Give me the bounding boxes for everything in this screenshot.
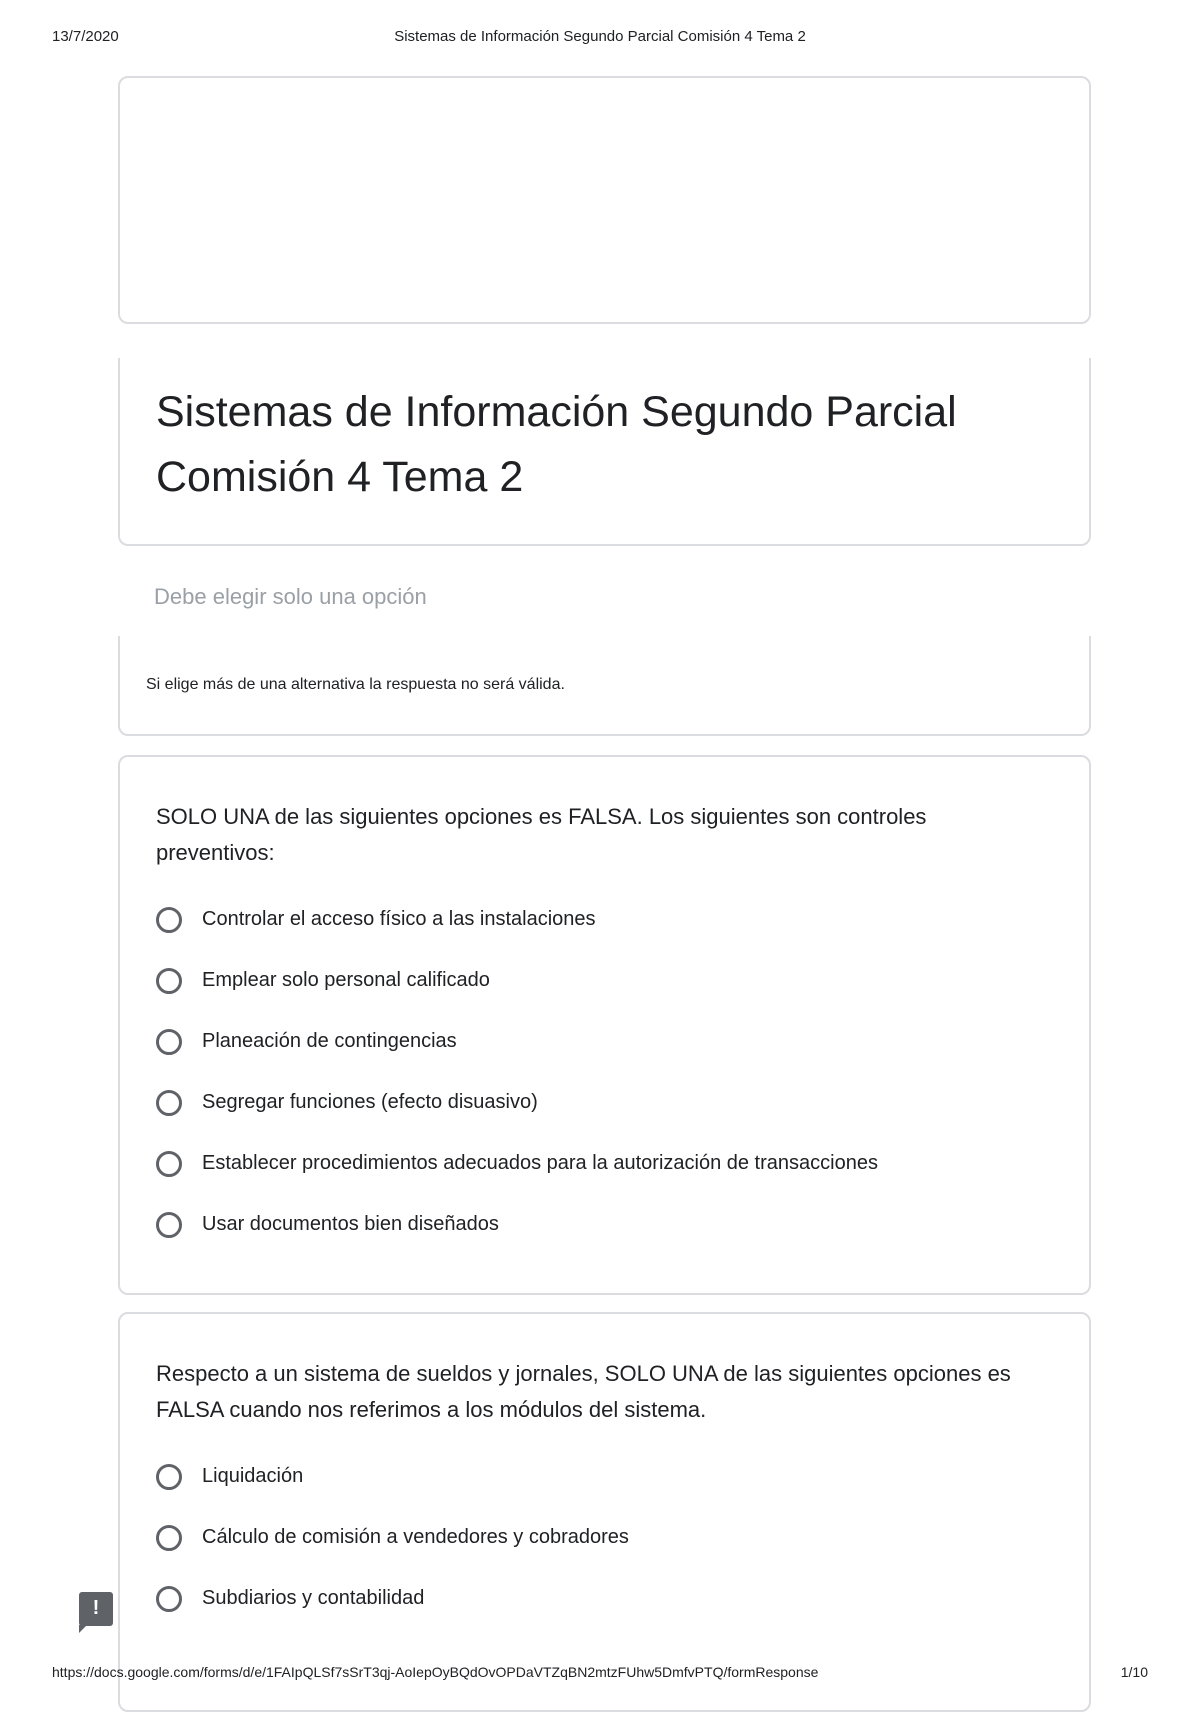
radio-option[interactable]: [156, 950, 878, 1011]
radio-option[interactable]: [156, 1011, 878, 1072]
radio-group: [156, 889, 878, 1255]
option-label: Liquidación: [202, 1465, 304, 1487]
radio-option[interactable]: [156, 1133, 878, 1194]
page-number: 1/10: [1120, 1664, 1148, 1680]
radio-button[interactable]: [156, 1090, 182, 1116]
form-title: Sistemas de Información Segundo Parcial Comisión 4 Tema 2: [156, 388, 957, 501]
radio-button[interactable]: [156, 968, 182, 994]
radio-option[interactable]: [156, 1568, 629, 1629]
section-description-card: [118, 636, 1091, 736]
question-card-2: [118, 1312, 1091, 1712]
option-label: Subdiarios y contabilidad: [202, 1587, 425, 1609]
print-url: https://docs.google.com/forms/d/e/1FAIpQLSf7sSrT3qj-AoIepOyBQdOvOPDaVTZqBN2mtzFUhw5DmfvPTQ/formResponse: [52, 1664, 819, 1680]
radio-button[interactable]: [156, 1464, 182, 1490]
question-title: SOLO UNA de las siguientes opciones es FALSA. Los siguientes son controles preventivos:: [156, 804, 927, 865]
radio-button[interactable]: [156, 1586, 182, 1612]
option-label: Segregar funciones (efecto disuasivo): [202, 1091, 538, 1113]
option-label: Controlar el acceso físico a las instalaciones: [202, 908, 596, 930]
print-date: 13/7/2020: [52, 28, 119, 45]
feedback-button[interactable]: [79, 1592, 113, 1626]
radio-option[interactable]: [156, 1194, 878, 1255]
header-banner: [118, 76, 1091, 324]
radio-button[interactable]: [156, 1151, 182, 1177]
option-label: Usar documentos bien diseñados: [202, 1213, 499, 1235]
section-description: Si elige más de una alternativa la respuesta no será válida.: [146, 676, 565, 693]
radio-option[interactable]: [156, 1507, 629, 1568]
section-title: Debe elegir solo una opción: [154, 584, 427, 609]
option-label: Cálculo de comisión a vendedores y cobradores: [202, 1526, 629, 1548]
option-label: Establecer procedimientos adecuados para la autorización de transacciones: [202, 1152, 878, 1174]
radio-button[interactable]: [156, 1212, 182, 1238]
feedback-icon: !: [92, 1597, 100, 1619]
radio-group: [156, 1446, 629, 1629]
form-title-card: [118, 358, 1091, 546]
option-label: Emplear solo personal calificado: [202, 969, 490, 991]
radio-option[interactable]: [156, 1072, 878, 1133]
radio-button[interactable]: [156, 907, 182, 933]
question-title: Respecto a un sistema de sueldos y jornales, SOLO UNA de las siguientes opciones es FALSA cuando nos referimos a los módulos del sistema.: [156, 1361, 1011, 1422]
question-card-1: [118, 755, 1091, 1295]
radio-option[interactable]: [156, 1446, 629, 1507]
print-title: Sistemas de Información Segundo Parcial Comisión 4 Tema 2: [394, 28, 806, 45]
option-label: Planeación de contingencias: [202, 1030, 457, 1052]
radio-button[interactable]: [156, 1525, 182, 1551]
radio-option[interactable]: [156, 889, 878, 950]
radio-button[interactable]: [156, 1029, 182, 1055]
